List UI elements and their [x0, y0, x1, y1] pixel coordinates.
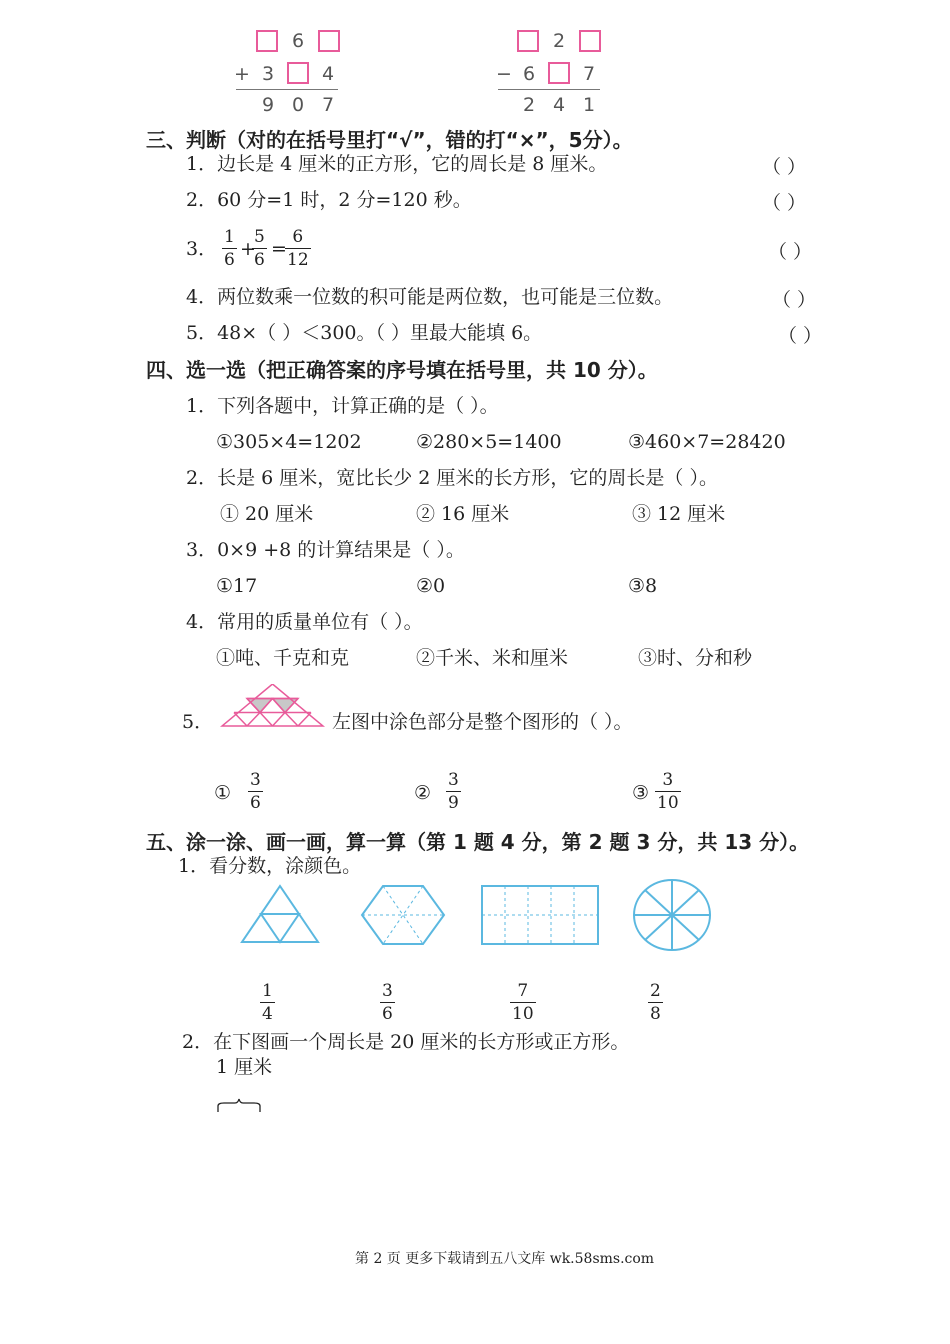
result-digit: 2 — [523, 94, 536, 116]
choice-option[interactable]: ③时、分和秒 — [638, 647, 753, 669]
judge-item-5: 5．48×（ ）＜300。（ ）里最大能填 6。 — [186, 322, 543, 344]
triangle-shape[interactable] — [240, 884, 320, 944]
operator: − — [496, 63, 512, 85]
result-digit: 0 — [292, 94, 305, 116]
circle-shape[interactable] — [632, 878, 712, 952]
result-digit: 4 — [553, 94, 566, 116]
fraction-option[interactable]: 3 6 — [250, 770, 261, 813]
blank-box[interactable] — [517, 30, 539, 52]
equals-sign: = — [271, 238, 287, 260]
fraction-option[interactable]: 3 10 — [657, 770, 679, 813]
answer-paren[interactable]: （ ） — [778, 325, 823, 347]
option-marker[interactable]: ③ — [632, 782, 650, 804]
draw-q2-stem: 2．在下图画一个周长是 20 厘米的长方形或正方形。 — [182, 1031, 630, 1053]
judge-item-2: 2．60 分=1 时，2 分=120 秒。 — [186, 189, 472, 211]
rectangle-shape[interactable] — [480, 884, 600, 946]
choice-option[interactable]: ②0 — [416, 575, 446, 597]
fraction-label: 2 8 — [650, 981, 661, 1024]
choice-option[interactable]: ③ 12 厘米 — [632, 503, 726, 525]
choice-q5-stem: 左图中涂色部分是整个图形的（ ）。 — [332, 711, 633, 733]
fraction: 1 6 — [224, 227, 235, 270]
digit: 7 — [583, 63, 596, 85]
fraction: 6 12 — [287, 227, 309, 270]
choice-q1-stem: 1．下列各题中，计算正确的是（ ）。 — [186, 395, 499, 417]
triangle-figure — [220, 684, 325, 728]
page-footer: 第 2 页 更多下载请到五八文库 wk.58sms.com — [355, 1251, 655, 1267]
choice-q3-stem: 3．0×9 +8 的计算结果是（ ）。 — [186, 539, 465, 561]
fraction-option[interactable]: 3 9 — [448, 770, 459, 813]
fraction: 5 6 — [254, 227, 265, 270]
choice-q5-num: 5． — [182, 711, 214, 733]
digit: 2 — [553, 30, 566, 52]
answer-paren[interactable]: （ ） — [762, 192, 807, 214]
color-q1-stem: 1．看分数，涂颜色。 — [178, 855, 362, 877]
unit-brace-icon — [216, 1098, 262, 1114]
answer-paren[interactable]: （ ） — [768, 241, 813, 263]
section3-title: 三、判断（对的在括号里打“√”，错的打“×”，5分）。 — [146, 128, 633, 152]
choice-option[interactable]: ② 16 厘米 — [416, 503, 510, 525]
unit-label: 1 厘米 — [216, 1056, 273, 1078]
result-digit: 1 — [583, 94, 596, 116]
choice-option[interactable]: ① 20 厘米 — [220, 503, 314, 525]
plus-sign: + — [240, 238, 256, 260]
result-digit: 9 — [262, 94, 275, 116]
section4-title: 四、选一选（把正确答案的序号填在括号里，共 10 分）。 — [146, 358, 658, 382]
choice-option[interactable]: ③460×7=28420 — [628, 431, 786, 453]
fraction-label: 3 6 — [382, 981, 393, 1024]
choice-q2-stem: 2．长是 6 厘米，宽比长少 2 厘米的长方形，它的周长是（ ）。 — [186, 467, 718, 489]
choice-option[interactable]: ③8 — [628, 575, 658, 597]
choice-option[interactable]: ①17 — [216, 575, 258, 597]
digit: 3 — [262, 63, 275, 85]
answer-paren[interactable]: （ ） — [772, 289, 817, 311]
option-marker[interactable]: ① — [214, 782, 232, 804]
blank-box[interactable] — [318, 30, 340, 52]
blank-box[interactable] — [579, 30, 601, 52]
choice-q4-stem: 4．常用的质量单位有（ ）。 — [186, 611, 423, 633]
judge-item-1: 1．边长是 4 厘米的正方形，它的周长是 8 厘米。 — [186, 153, 608, 175]
fraction-label: 7 10 — [512, 981, 534, 1024]
result-digit: 7 — [322, 94, 335, 116]
fraction-label: 1 4 — [262, 981, 273, 1024]
blank-box[interactable] — [548, 62, 570, 84]
option-marker[interactable]: ② — [414, 782, 432, 804]
difference-line — [498, 89, 600, 90]
answer-paren[interactable]: （ ） — [762, 156, 807, 178]
operator: + — [234, 63, 250, 85]
choice-option[interactable]: ①吨、千克和克 — [216, 647, 350, 669]
hexagon-shape[interactable] — [360, 884, 446, 946]
section5-title: 五、涂一涂、画一画，算一算（第 1 题 4 分，第 2 题 3 分，共 13 分）。 — [146, 830, 810, 854]
digit: 4 — [322, 63, 335, 85]
choice-option[interactable]: ①305×4=1202 — [216, 431, 362, 453]
blank-box[interactable] — [287, 62, 309, 84]
choice-option[interactable]: ②280×5=1400 — [416, 431, 562, 453]
digit: 6 — [523, 63, 536, 85]
blank-box[interactable] — [256, 30, 278, 52]
sum-line — [236, 89, 338, 90]
judge-item-4: 4．两位数乘一位数的积可能是两位数，也可能是三位数。 — [186, 286, 674, 308]
digit: 6 — [292, 30, 305, 52]
judge-item-3: 3． — [186, 238, 218, 260]
choice-option[interactable]: ②千米、米和厘米 — [416, 647, 569, 669]
